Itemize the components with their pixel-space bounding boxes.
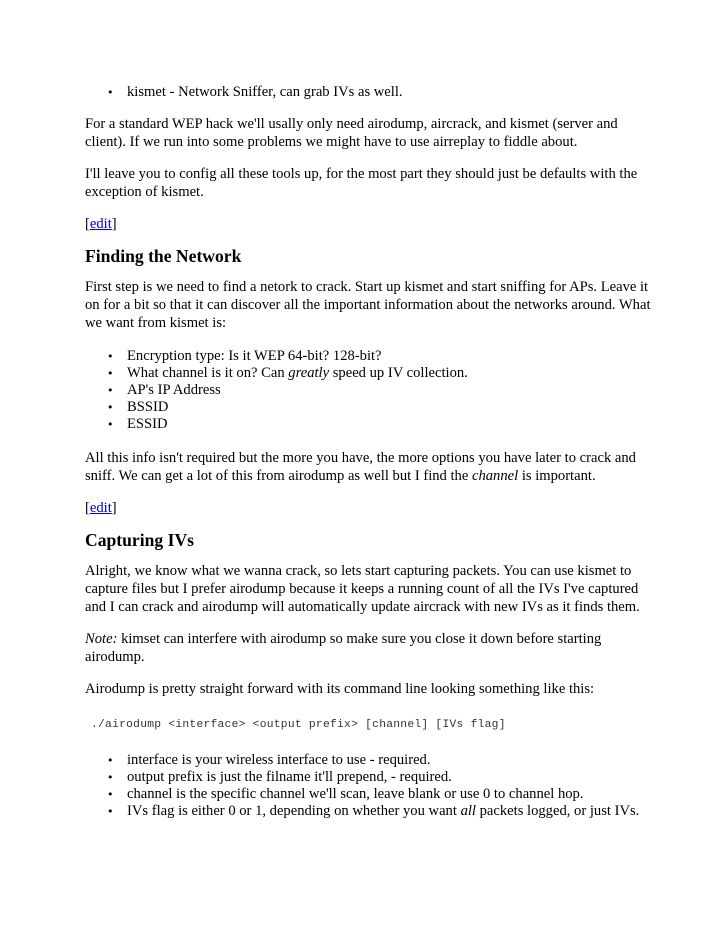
list-item: • BSSID (85, 399, 655, 416)
edit-link[interactable]: edit (89, 216, 112, 232)
list-item: • What channel is it on? Can greatly speed up IV collection. (85, 365, 655, 382)
edit-section-link-2: [edit] (85, 500, 117, 516)
list-item: • interface is your wireless interface to use - required. (85, 752, 655, 769)
intro-bullet-list (85, 84, 655, 101)
paragraph-command-intro: Airodump is pretty straight forward with its command line looking something like this: (85, 681, 595, 697)
heading-capturing-ivs: Capturing IVs (85, 530, 195, 550)
edit-link[interactable]: edit (89, 500, 112, 516)
list-item: • ESSID (85, 416, 655, 433)
airodump-args-list (85, 752, 655, 820)
list-item: • channel is the specific channel we'll scan, leave blank or use 0 to channel hop. (85, 786, 655, 803)
paragraph-capturing-intro: Alright, we know what we wanna crack, so lets start capturing packets. You can use kismet to capture files but I prefer airodump because it keeps a running count of all the IVs I've captured and I can crack and airodump will automatically update aircrack with new IVs as it finds them. (85, 563, 640, 615)
paragraph-standard-wep: For a standard WEP hack we'll usally only need airodump, aircrack, and kismet (server and client). If we run into some problems we might have to use airreplay to fiddle about. (85, 116, 618, 150)
command-line (85, 714, 655, 734)
list-item: • AP's IP Address (85, 382, 655, 399)
paragraph-note: Note: kimset can interfere with airodump so make sure you close it down before starting airodump. (85, 631, 602, 665)
list-item: • kismet - Network Sniffer, can grab IVs as well. (85, 84, 655, 101)
list-item: • Encryption type: Is it WEP 64-bit? 128-bit? (85, 348, 655, 365)
edit-section-link-1: [edit] (85, 216, 117, 232)
command-code: ./airodump <interface> <output prefix> [channel] [IVs flag] (91, 719, 506, 731)
paragraph-finding-outro: All this info isn't required but the more you have, the more options you have later to crack and sniff. We can get a lot of this from airodump as well but I find the channel is important. (85, 450, 636, 484)
document-body (85, 84, 655, 820)
paragraph-config: I'll leave you to config all these tools up, for the most part they should just be defaults with the exception of kismet. (85, 166, 638, 200)
kismet-info-list (85, 348, 655, 433)
list-item: • IVs flag is either 0 or 1, depending on whether you want all packets logged, or just IVs. (85, 803, 655, 820)
heading-finding-the-network: Finding the Network (85, 246, 242, 266)
list-item: • output prefix is just the filname it'll prepend, - required. (85, 769, 655, 786)
paragraph-finding-intro: First step is we need to find a netork to crack. Start up kismet and start sniffing for APs. Leave it on for a bit so that it can discover all the important information about the networks around. What we want from kismet is: (85, 279, 651, 331)
